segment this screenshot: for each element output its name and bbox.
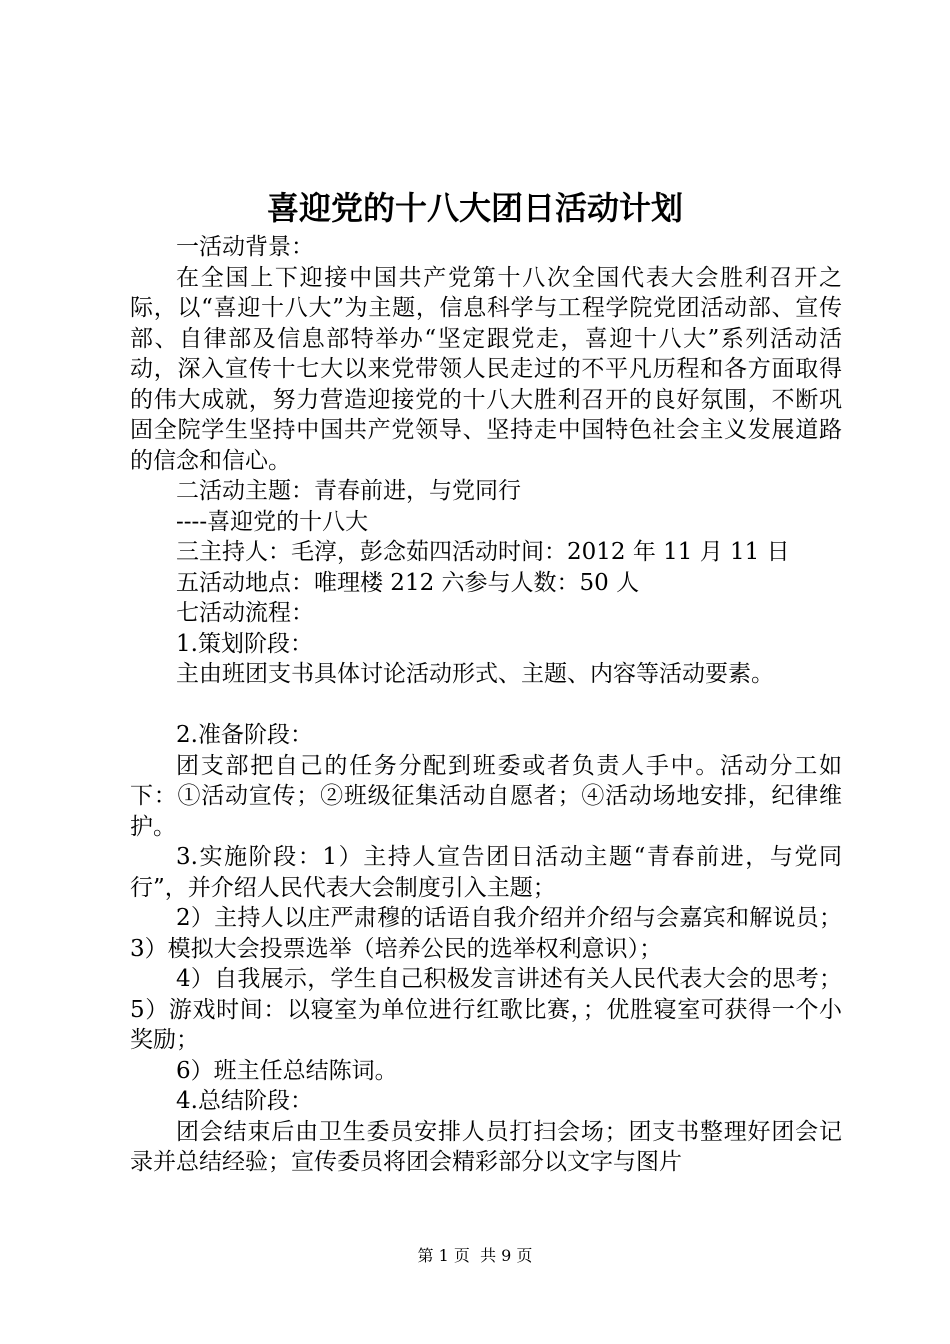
theme-subtitle: ----喜迎党的十八大 — [176, 508, 369, 535]
section-heading-process: 七活动流程： — [176, 600, 314, 626]
section-heading-theme: 二活动主题：青春前进，与党同行 — [176, 478, 521, 504]
page-number-footer: 第 1 页 共 9 页 — [417, 1246, 533, 1265]
paragraph-summary: 团会结束后由卫生委员安排人员打扫会场；团支书整理好团会记录并总结经验；宣传委员将团会精彩部分以文字与图片 — [130, 1118, 842, 1175]
stage-heading-preparation: 2.准备阶段： — [176, 722, 313, 748]
stage-heading-planning: 1.策划阶段： — [176, 630, 313, 657]
document-title: 喜迎党的十八大团日活动计划 — [266, 189, 683, 227]
stage-heading-summary: 4.总结阶段： — [176, 1088, 313, 1114]
hosts-and-time-line: 三主持人：毛淳，彭念茹四活动时间：2012 年 11 月 11 日 — [176, 539, 790, 565]
paragraph-implementation-2: 2）主持人以庄严肃穆的话语自我介绍并介绍与会嘉宾和解说员；3）模拟大会投票选举（培养公民的选举权利意识）； — [130, 905, 842, 962]
paragraph-planning: 主由班团支书具体讨论活动形式、主题、内容等活动要素。 — [176, 661, 774, 687]
paragraph-implementation-3: 4）自我展示，学生自己积极发言讲述有关人民代表大会的思考；5）游戏时间：以寝室为单位进行红歌比赛，；优胜寝室可获得一个小奖励； — [130, 966, 842, 1053]
paragraph-preparation: 团支部把自己的任务分配到班委或者负责人手中。活动分工如下：①活动宣传；②班级征集活动自愿者；④活动场地安排，纪律维护。 — [130, 752, 842, 840]
blank-line — [130, 690, 842, 721]
document-body — [130, 232, 842, 1178]
location-and-participants-line: 五活动地点：唯理楼 212 六参与人数：50 人 — [176, 569, 640, 596]
paragraph-implementation-4: 6）班主任总结陈词。 — [176, 1057, 398, 1084]
section-heading-background: 一活动背景： — [176, 234, 314, 260]
paragraph-background: 在全国上下迎接中国共产党第十八次全国代表大会胜利召开之际，以“喜迎十八大”为主题，信息科学与工程学院党团活动部、宣传部、自律部及信息部特举办“坚定跟党走，喜迎十八大”系列活动活动，深入宣传十七大以来党带领人民走过的不平凡历程和各方面取得的伟大成就，努力营造迎接党的十八大胜利召开的良好氛围，不断巩固全院学生坚持中国共产党领导、坚持走中国特色社会主义发展道路的信念和信心。 — [130, 264, 842, 474]
paragraph-implementation-1: 3.实施阶段：1）主持人宣告团日活动主题“青春前进，与党同行”，并介绍人民代表大会制度引入主题； — [130, 844, 842, 901]
